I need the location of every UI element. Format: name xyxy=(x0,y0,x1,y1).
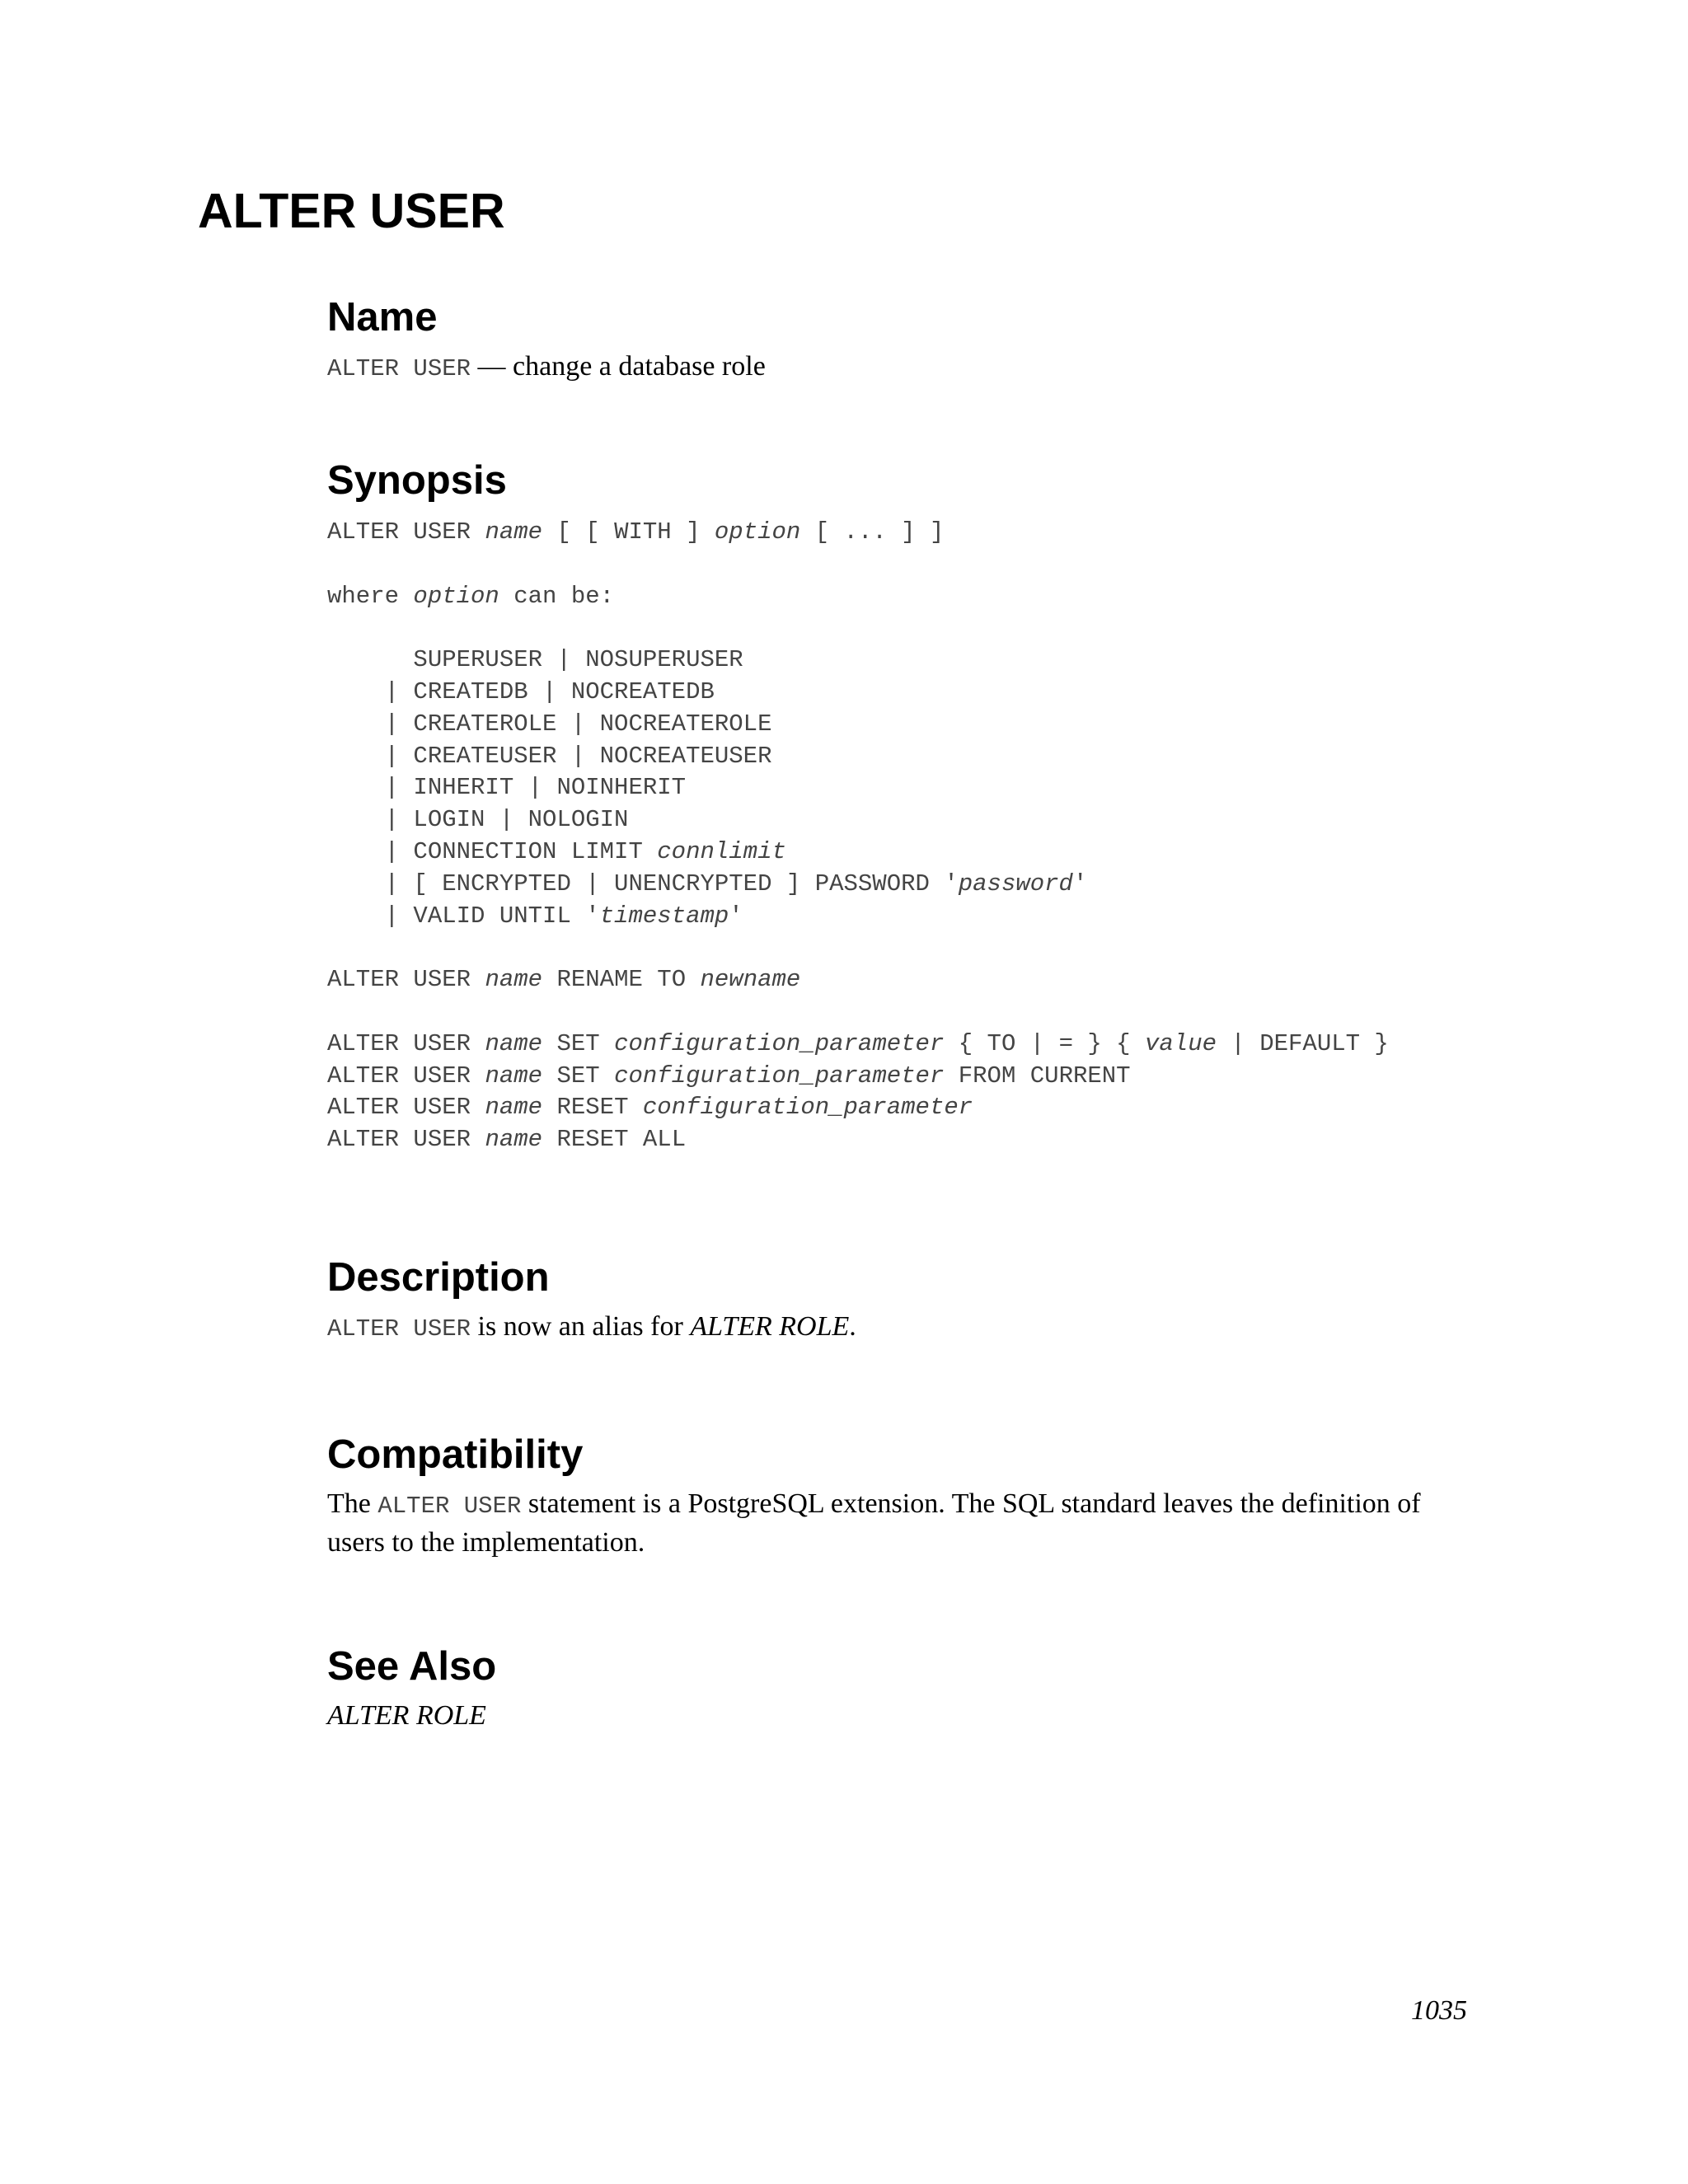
compatibility-heading: Compatibility xyxy=(327,1432,584,1477)
name-heading: Name xyxy=(327,295,438,340)
compatibility-paragraph xyxy=(327,1486,1481,1561)
synopsis-keyword-text: ' xyxy=(1072,869,1088,898)
synopsis-placeholder: configuration_parameter xyxy=(614,1029,945,1057)
synopsis-line xyxy=(327,644,1481,677)
synopsis-keyword-text: ALTER USER xyxy=(327,518,485,546)
synopsis-line xyxy=(327,677,1481,709)
description-command: ALTER USER xyxy=(327,1315,471,1343)
name-command: ALTER USER xyxy=(327,355,471,382)
name-paragraph xyxy=(327,349,1481,387)
synopsis-line xyxy=(327,964,1481,996)
description-paragraph xyxy=(327,1309,1481,1347)
synopsis-keyword-text: | LOGIN | NOLOGIN xyxy=(327,806,629,834)
synopsis-keyword-text: SET xyxy=(542,1029,615,1057)
synopsis-placeholder: name xyxy=(485,1126,543,1154)
synopsis-line xyxy=(327,1124,1481,1156)
synopsis-placeholder: option xyxy=(714,518,801,546)
synopsis-line xyxy=(327,709,1481,741)
synopsis-keyword-text: RENAME TO xyxy=(542,966,701,994)
synopsis-keyword-text: | INHERIT | NOINHERIT xyxy=(327,774,687,802)
synopsis-placeholder: newname xyxy=(700,966,801,994)
name-separator: — xyxy=(471,351,513,382)
synopsis-line xyxy=(327,741,1481,773)
see-also-heading: See Also xyxy=(327,1644,497,1689)
compatibility-text-before: The xyxy=(327,1488,378,1519)
synopsis-placeholder: name xyxy=(485,1094,543,1122)
synopsis-heading: Synopsis xyxy=(327,458,507,503)
synopsis-keyword-text: | VALID UNTIL ' xyxy=(327,902,600,930)
synopsis-placeholder: option xyxy=(413,582,499,610)
description-alter-role-link[interactable]: ALTER ROLE xyxy=(690,1311,850,1342)
synopsis-line xyxy=(327,1092,1481,1124)
synopsis-keyword-text: ALTER USER xyxy=(327,1126,485,1154)
synopsis-keyword-text: [ ... ] ] xyxy=(800,518,945,546)
description-section xyxy=(327,1251,1481,1347)
synopsis-keyword-text: | DEFAULT } xyxy=(1217,1029,1389,1057)
synopsis-line xyxy=(327,549,1481,581)
synopsis-line xyxy=(327,581,1481,613)
synopsis-placeholder: timestamp xyxy=(599,902,729,930)
compatibility-text-after: statement is a PostgreSQL extension. The SQL standard leaves the definition of users to the implementation. xyxy=(327,1488,1421,1558)
synopsis-keyword-text: SUPERUSER | NOSUPERUSER xyxy=(327,646,743,674)
synopsis-line xyxy=(327,517,1481,549)
synopsis-keyword-text: RESET ALL xyxy=(542,1126,687,1154)
see-also-alter-role-link[interactable]: ALTER ROLE xyxy=(327,1700,486,1731)
synopsis-placeholder: name xyxy=(485,518,543,546)
synopsis-line xyxy=(327,1061,1481,1093)
synopsis-keyword-text: [ [ WITH ] xyxy=(542,518,715,546)
synopsis-keyword-text: can be: xyxy=(499,582,615,610)
synopsis-keyword-text: | CREATEUSER | NOCREATEUSER xyxy=(327,742,772,770)
synopsis-code-block xyxy=(327,517,1481,1156)
synopsis-line xyxy=(327,996,1481,1029)
synopsis-keyword-text: | CONNECTION LIMIT xyxy=(327,837,658,865)
synopsis-line xyxy=(327,772,1481,804)
synopsis-placeholder: connlimit xyxy=(657,837,786,865)
synopsis-placeholder: password xyxy=(958,869,1073,898)
synopsis-keyword-text: | [ ENCRYPTED | UNENCRYPTED ] PASSWORD ' xyxy=(327,869,959,898)
synopsis-keyword-text: where xyxy=(327,582,414,610)
page-number: 1035 xyxy=(1411,1995,1467,2026)
synopsis-line xyxy=(327,837,1481,869)
synopsis-placeholder: value xyxy=(1144,1029,1217,1057)
synopsis-keyword-text: ' xyxy=(729,902,743,930)
synopsis-line xyxy=(327,1029,1481,1061)
synopsis-keyword-text: ALTER USER xyxy=(327,1029,485,1057)
synopsis-placeholder: name xyxy=(485,1062,543,1090)
synopsis-placeholder: configuration_parameter xyxy=(642,1094,973,1122)
compatibility-section xyxy=(327,1428,1481,1561)
synopsis-keyword-text: FROM CURRENT xyxy=(944,1062,1131,1090)
synopsis-line xyxy=(327,869,1481,901)
synopsis-keyword-text: ALTER USER xyxy=(327,966,485,994)
synopsis-keyword-text: ALTER USER xyxy=(327,1062,485,1090)
description-heading: Description xyxy=(327,1255,550,1300)
synopsis-placeholder: name xyxy=(485,966,543,994)
see-also-section xyxy=(327,1640,1481,1734)
description-text-after: . xyxy=(849,1311,856,1342)
synopsis-keyword-text: SET xyxy=(542,1062,615,1090)
synopsis-keyword-text: | CREATEROLE | NOCREATEROLE xyxy=(327,710,772,738)
synopsis-line xyxy=(327,901,1481,933)
name-summary: change a database role xyxy=(513,351,766,382)
compatibility-command: ALTER USER xyxy=(377,1493,522,1520)
synopsis-keyword-text: | CREATEDB | NOCREATEDB xyxy=(327,677,715,705)
synopsis-line xyxy=(327,804,1481,837)
synopsis-keyword-text: ALTER USER xyxy=(327,1094,485,1122)
page-title: ALTER USER xyxy=(198,184,505,238)
synopsis-line xyxy=(327,932,1481,964)
name-section xyxy=(327,291,1481,387)
synopsis-placeholder: name xyxy=(485,1029,543,1057)
synopsis-line xyxy=(327,612,1481,644)
description-text-before: is now an alias for xyxy=(471,1311,691,1342)
synopsis-keyword-text: { TO | = } { xyxy=(944,1029,1145,1057)
synopsis-placeholder: configuration_parameter xyxy=(614,1062,945,1090)
synopsis-section xyxy=(327,454,1481,1156)
synopsis-keyword-text: RESET xyxy=(542,1094,643,1122)
